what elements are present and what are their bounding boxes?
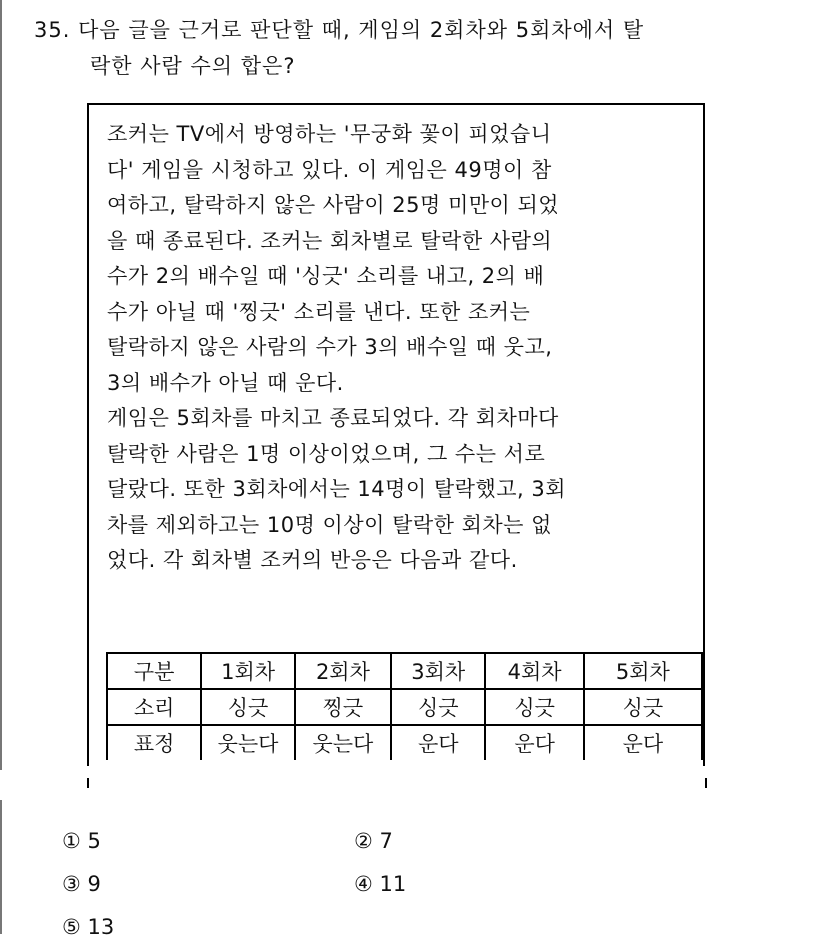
table-cell: 5회차 [584, 653, 702, 689]
table-cell: 싱긋 [485, 689, 583, 725]
passage-line: 수가 2의 배수일 때 '싱긋' 소리를 내고, 2의 배 [107, 264, 545, 288]
passage-line: 차를 제외하고는 10명 이상이 탈락한 회차는 없 [107, 512, 552, 537]
choice-3[interactable]: ③ 9 [62, 872, 101, 896]
table-cell: 운다 [485, 725, 583, 760]
passage-line: 여하고, 탈락하지 않은 사람이 25명 미만이 되었 [107, 193, 560, 217]
table-cell: 운다 [391, 725, 485, 760]
question-text-cont: 락한 사람 수의 합은? [90, 54, 296, 78]
passage-line: 다' 게임을 시청하고 있다. 이 게임은 49명이 참 [107, 157, 552, 182]
table-cell: 운다 [584, 725, 702, 760]
passage-line: 달랐다. 또한 3회차에서는 14명이 탈락했고, 3회 [107, 477, 567, 501]
table-cell: 웃는다 [295, 725, 391, 760]
passage-line: 탈락하지 않은 사람의 수가 3의 배수일 때 웃고, [107, 335, 553, 359]
table-cell: 웃는다 [201, 725, 294, 760]
table-cell: 싱긋 [391, 689, 485, 725]
table-cell: 표정 [107, 725, 201, 760]
passage-text [107, 117, 697, 579]
passage-line: 조커는 TV에서 방영하는 '무궁화 꽃이 피었습니 [107, 122, 552, 146]
table-cell: 4회차 [485, 653, 583, 689]
reaction-table [106, 652, 703, 760]
choice-4[interactable]: ④ 11 [354, 872, 407, 896]
choice-2[interactable]: ② 7 [354, 829, 393, 853]
table-cell: 싱긋 [584, 689, 702, 725]
passage-box [87, 103, 705, 766]
page-margin-line [0, 0, 2, 770]
question-stem [34, 12, 644, 84]
passage-line: 을 때 종료된다. 조커는 회차별로 탈락한 사람의 [107, 228, 553, 253]
table-header-row [107, 653, 702, 689]
table-row [107, 689, 702, 725]
passage-line: 었다. 각 회차별 조커의 반응은 다음과 같다. [107, 548, 518, 572]
passage-line: 3의 배수가 아닐 때 운다. [107, 370, 344, 395]
table-cell: 싱긋 [201, 689, 294, 725]
question-number: 35. [34, 18, 71, 42]
choice-5[interactable]: ⑤ 13 [62, 915, 115, 939]
page-margin-line [0, 800, 2, 934]
table-cell: 구분 [107, 653, 201, 689]
box-tick-mark [705, 778, 707, 788]
table-cell: 2회차 [295, 653, 391, 689]
table-cell: 1회차 [201, 653, 294, 689]
passage-line: 탈락한 사람은 1명 이상이었으며, 그 수는 서로 [107, 441, 546, 466]
passage-line: 수가 아닐 때 '찡긋' 소리를 낸다. 또한 조커는 [107, 299, 531, 324]
box-tick-mark [87, 778, 89, 788]
choice-1[interactable]: ① 5 [62, 829, 101, 853]
passage-line: 게임은 5회차를 마치고 종료되었다. 각 회차마다 [107, 406, 559, 430]
table-row [107, 725, 702, 760]
question-text: 다음 글을 근거로 판단할 때, 게임의 2회차와 5회차에서 탈 [78, 18, 645, 42]
table-cell: 소리 [107, 689, 201, 725]
table-cell: 찡긋 [295, 689, 391, 725]
table-cell: 3회차 [391, 653, 485, 689]
